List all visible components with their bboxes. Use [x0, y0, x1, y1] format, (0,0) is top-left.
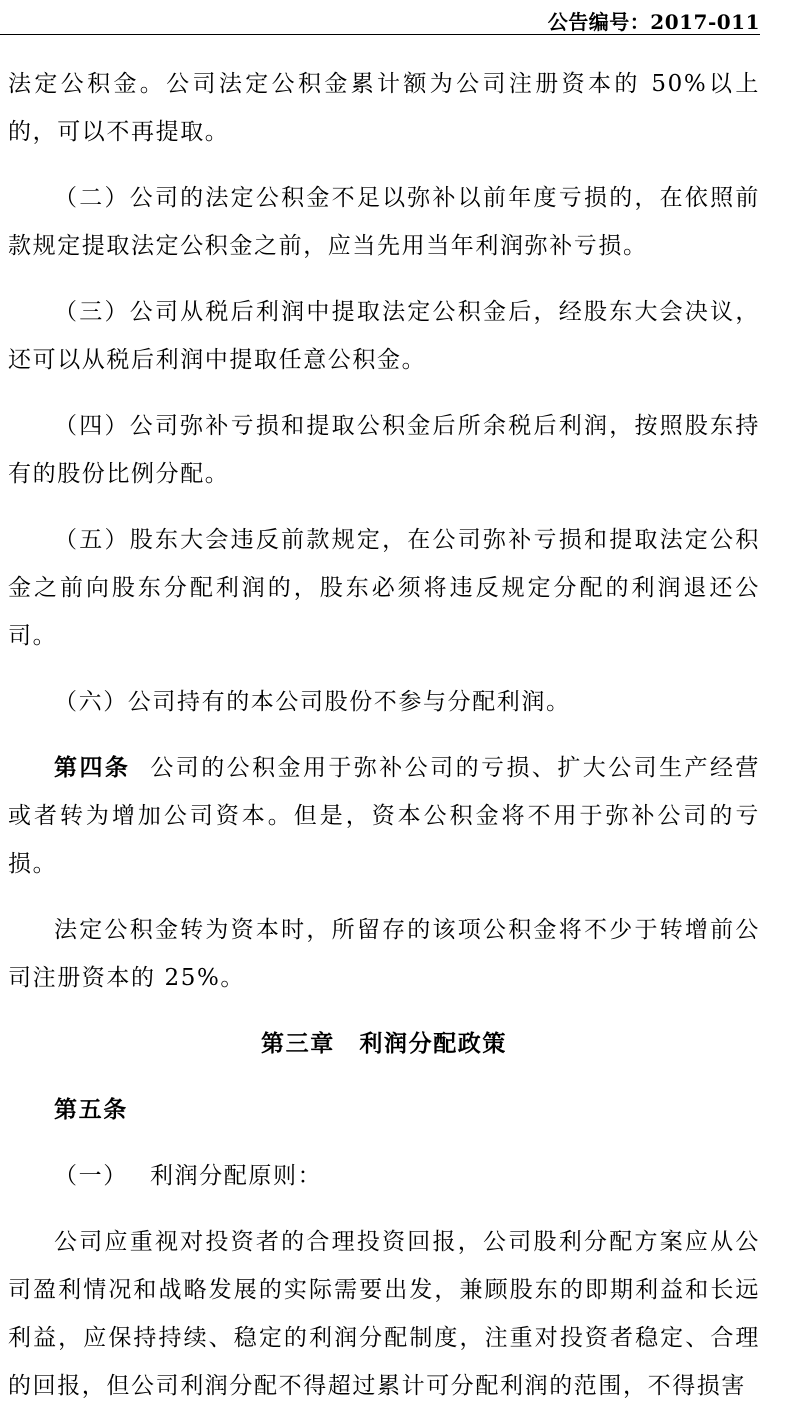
paragraph-item-4: （四）公司弥补亏损和提取公积金后所余税后利润，按照股东持有的股份比例分配。	[8, 413, 760, 487]
paragraph-reserve-conversion: 法定公积金转为资本时，所留存的该项公积金将不少于转增前公司注册资本的 25%。	[8, 917, 760, 991]
sub-section-heading: 利润分配原则：	[150, 1163, 323, 1189]
article-4-label: 第四条	[54, 754, 131, 781]
sub-section-number: （一）	[54, 1163, 128, 1189]
paragraph-item-5: （五）股东大会违反前款规定，在公司弥补亏损和提取法定公积金之前向股东分配利润的，股东必须将违反规定分配的利润退还公司。	[8, 527, 760, 649]
chapter-title: 第三章 利润分配政策	[261, 1030, 507, 1057]
article-4	[8, 744, 760, 888]
paragraph-item-3: （三）公司从税后利润中提取法定公积金后，经股东大会决议，还可以从税后利润中提取任意公积金。	[8, 299, 760, 373]
sub-section-title	[8, 1152, 760, 1200]
article-5-text: 公司应重视对投资者的合理投资回报，公司股利分配方案应从公司盈利情况和战略发展的实际需要出发，兼顾股东的即期利益和长远利益，应保持持续、稳定的利润分配制度，注重对投资者稳定、合理的回报，但公司利润分配不得超过累计可分配利润的范围，不得损害	[8, 1229, 760, 1399]
article-4-text: 公司的公积金用于弥补公司的亏损、扩大公司生产经营或者转为增加公司资本。但是，资本公积金将不用于弥补公司的亏损。	[8, 755, 760, 877]
document-body	[8, 60, 760, 1428]
paragraph-continuation: 法定公积金。公司法定公积金累计额为公司注册资本的 50%以上的，可以不再提取。	[8, 71, 760, 145]
paragraph-item-6: （六）公司持有的本公司股份不参与分配利润。	[54, 689, 571, 715]
announcement-number: 公告编号：2017-011	[547, 10, 760, 34]
paragraph-item-2: （二）公司的法定公积金不足以弥补以前年度亏损的，在依照前款规定提取法定公积金之前，应当先用当年利润弥补亏损。	[8, 185, 760, 259]
article-5-label: 第五条	[54, 1096, 128, 1123]
header-rule	[0, 34, 760, 35]
